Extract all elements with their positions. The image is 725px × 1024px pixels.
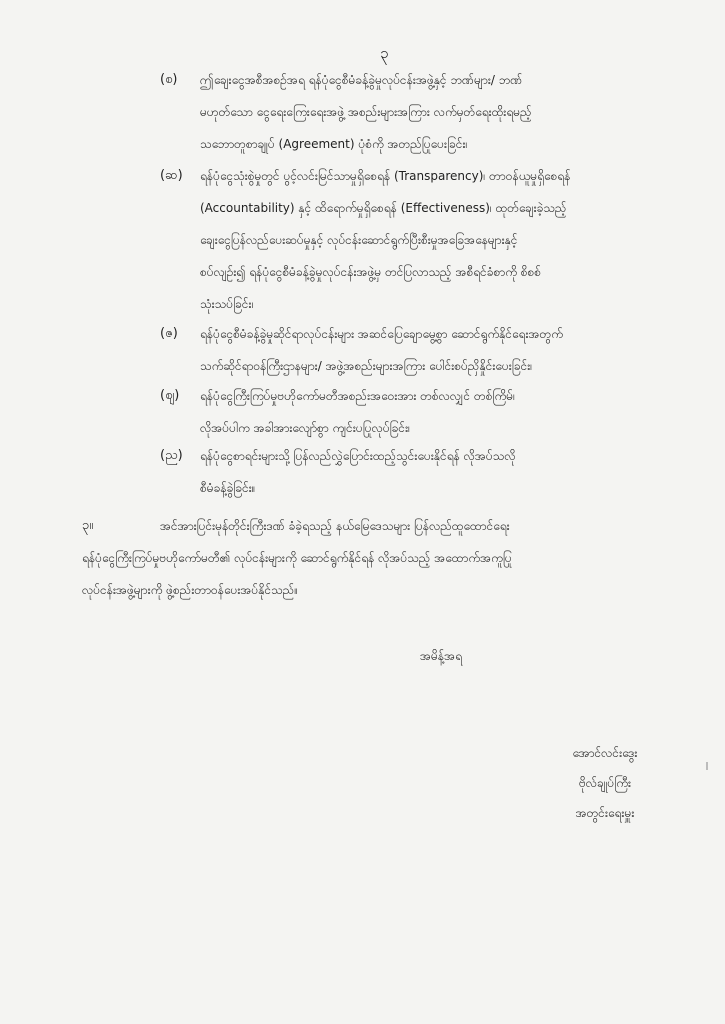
signatory-rank: ဗိုလ်ချုပ်ကြီး	[578, 776, 632, 790]
text-line: ရန်ပုံငွေကြီးကြပ်မှုဗဟိုကော်မတီ၏ လုပ်ငန်းများကို ဆောင်ရွက်နိုင်ရန် လိုအပ်သည့် အထောက်အကူပြု	[82, 551, 512, 565]
text-line: ရန်ပုံငွေစာရင်းများသို့ ပြန်လည်လွှဲပြောင်းထည့်သွင်းပေးနိုင်ရန် လိုအပ်သလို	[200, 449, 516, 463]
text-line: လိုအပ်ပါက အခါအားလျော်စွာ ကျင်းပပြုလုပ်ခြင်း၊	[200, 421, 411, 435]
text-line: အင်အားပြင်းမုန်တိုင်းကြီးဒဏ် ခံခဲ့ရသည့် နယ်မြေဒေသများ ပြန်လည်ထူထောင်ရေး	[160, 519, 510, 533]
text-line: သဘောတူစာချုပ် (Agreement) ပုံစံကို အတည်ပြုပေးခြင်း၊	[200, 137, 468, 151]
signatory-name: အောင်လင်းဒွေး	[572, 746, 638, 760]
signature-block	[535, 738, 675, 828]
text-line: ရန်ပုံငွေစီမံခန့်ခွဲမှုဆိုင်ရာလုပ်ငန်းများ အဆင်ပြေချောမွေ့စွာ ဆောင်ရွက်နိုင်ရေးအတွက်	[200, 327, 563, 341]
scan-mark	[706, 762, 708, 770]
text-line: စီမံခန့်ခွဲခြင်း။	[200, 481, 256, 495]
list-item-marker: (ဆ)	[160, 168, 183, 183]
text-line: လုပ်ငန်းအဖွဲ့များကို ဖွဲ့စည်းတာဝန်ပေးအပ်နိုင်သည်။	[82, 583, 298, 597]
text-line: ချေးငွေပြန်လည်ပေးဆပ်မှုနှင့် လုပ်ငန်းဆောင်ရွက်ပြီးစီးမှုအခြေအနေများနှင့်	[200, 233, 518, 247]
text-line: ရန်ပုံငွေသုံးစွဲမှုတွင် ပွင့်လင်းမြင်သာမှုရှိစေရန် (Transparency)၊ တာဝန်ယူမှုရှိစေရန်	[200, 169, 571, 183]
signatory-title: အတွင်းရေးမှူး	[575, 806, 635, 820]
list-item-marker: (ဈ)	[160, 388, 180, 403]
page-number: ၃	[380, 44, 389, 62]
paragraph-number: ၃။	[82, 518, 94, 533]
text-line: သက်ဆိုင်ရာဝန်ကြီးဌာနများ/ အဖွဲ့အစည်းများအကြား ပေါင်းစပ်ညှိနှိုင်းပေးခြင်း၊	[200, 359, 533, 373]
closing-order: အမိန့်အရ	[420, 649, 462, 663]
text-line: ရန်ပုံငွေကြီးကြပ်မှုဗဟိုကော်မတီအစည်းအဝေးအား တစ်လလျှင် တစ်ကြိမ်၊	[200, 389, 515, 403]
text-line: စပ်လျဉ်း၍ ရန်ပုံငွေစီမံခန့်ခွဲမှုလုပ်ငန်းအဖွဲ့မှ တင်ပြလာသည့် အစီရင်ခံစာကို စိစစ်	[200, 265, 542, 279]
text-line: (Accountability) နှင့် ထိရောက်မှုရှိစေရန် (Effectiveness)၊ ထုတ်ချေးခဲ့သည့်	[200, 201, 567, 215]
list-item-marker: (ဇ)	[160, 326, 178, 341]
text-line: မဟုတ်သော ငွေရေးကြေးရေးအဖွဲ့ အစည်းများအကြား လက်မှတ်ရေးထိုးရမည့်	[200, 105, 532, 119]
text-line: ဤချေးငွေအစီအစဉ်အရ ရန်ပုံငွေစီမံခန့်ခွဲမှုလုပ်ငန်းအဖွဲ့နှင့် ဘဏ်များ/ ဘဏ်	[200, 73, 523, 87]
list-item-marker: (စ)	[160, 72, 178, 87]
list-item-marker: (ည)	[160, 448, 183, 463]
text-line: သုံးသပ်ခြင်း၊	[200, 297, 254, 311]
